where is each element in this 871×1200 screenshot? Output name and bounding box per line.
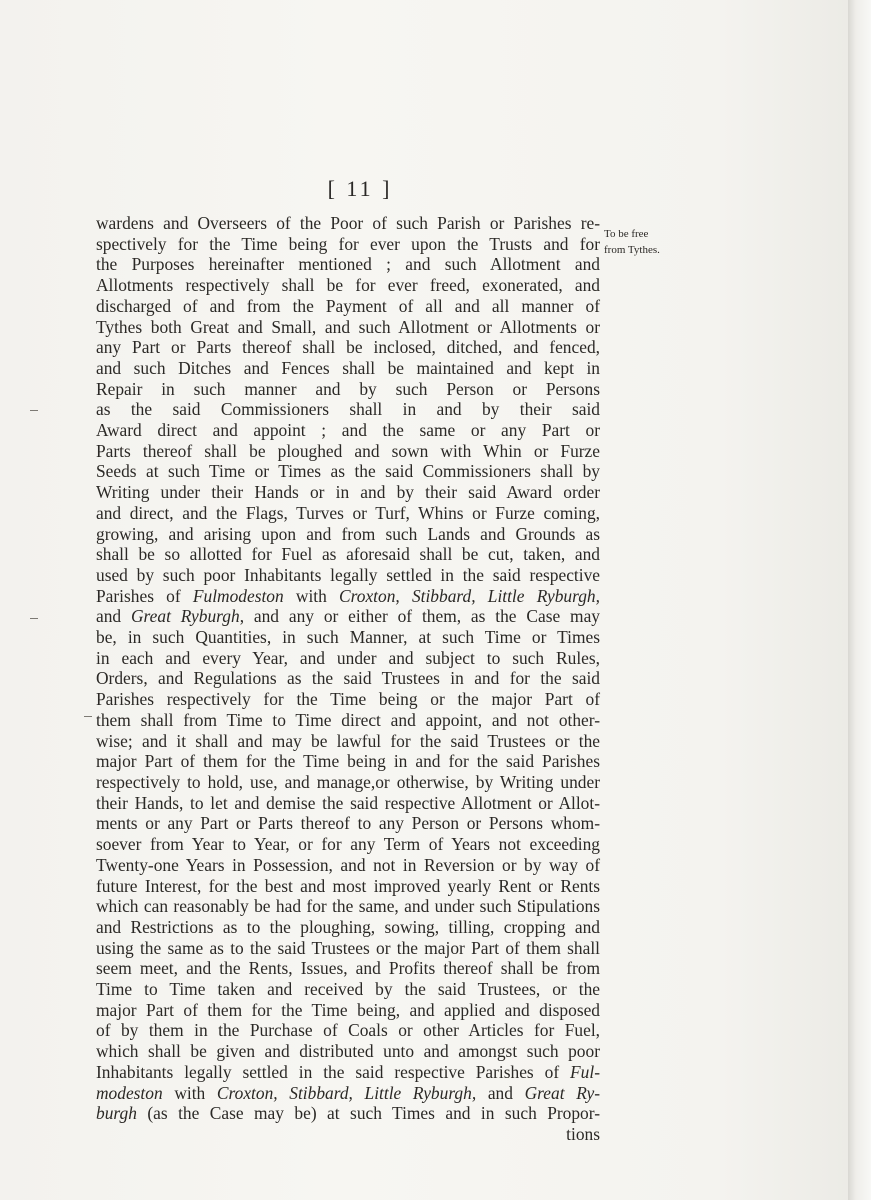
text-run: seem meet, and the Rents, Issues, and Profits thereof shall be from (96, 958, 600, 979)
text-run: Twenty-one Years in Possession, and not in Reversion or by way of (96, 854, 600, 875)
text-run: ments or any Part or Parts thereof to any Person or Persons whom- (96, 813, 600, 834)
text-line (96, 751, 600, 772)
text-line (96, 317, 600, 338)
text-line (96, 482, 600, 503)
text-run: Award direct and appoint ; and the same or any Part or (96, 420, 600, 441)
text-line (96, 565, 600, 586)
text-line (96, 461, 600, 482)
text-run: them shall from Time to Time direct and appoint, and not other- (96, 709, 600, 730)
text-run: of by them in the Purchase of Coals or other Articles for Fuel, (96, 1020, 600, 1041)
text-line (96, 606, 600, 627)
text-run: be, in such Quantities, in such Manner, at such Time or Times (96, 627, 600, 648)
text-run: with (162, 1082, 217, 1103)
text-run: , and any or either of them, as the Case may (239, 606, 600, 627)
text-line (96, 855, 600, 876)
text-run: Tythes both Great and Small, and such Allotment or Allotments or (96, 316, 600, 337)
text-line (96, 213, 600, 234)
text-run: Writing under their Hands or in and by their said Award order (96, 482, 600, 503)
body-text (96, 213, 600, 1145)
margin-note-line-1: To be free (604, 228, 649, 240)
text-run: major Part of them for the Time being in and for the said Parishes (96, 751, 600, 772)
text-line (96, 648, 600, 669)
text-line (96, 503, 600, 524)
text-line (96, 793, 600, 814)
text-line (96, 586, 600, 607)
text-line (96, 834, 600, 855)
margin-note (604, 226, 699, 258)
text-line (96, 896, 600, 917)
text-line (96, 1124, 600, 1145)
text-line (96, 772, 600, 793)
text-run: wardens and Overseers of the Poor of such Parish or Parishes re- (96, 213, 600, 233)
text-run: used by such poor Inhabitants legally settled in the said respective (96, 564, 600, 585)
text-line (96, 1103, 600, 1124)
place-name: Great Ryburgh (130, 606, 240, 627)
text-run: their Hands, to let and demise the said respective Allotment or Allot- (96, 792, 600, 813)
text-line (96, 917, 600, 938)
text-run: major Part of them for the Time being, and applied and disposed (96, 999, 600, 1020)
text-run: future Interest, for the best and most improved yearly Rent or Rents (96, 875, 600, 896)
text-run: in each and every Year, and under and subject to such Rules, (96, 647, 600, 668)
text-line (96, 1000, 600, 1021)
text-line (96, 1083, 600, 1104)
margin-tick (30, 618, 38, 619)
place-name: modeston (96, 1082, 163, 1103)
text-line (96, 710, 600, 731)
text-run: which shall be given and distributed unto and amongst such poor (96, 1041, 600, 1062)
text-line (96, 337, 600, 358)
text-run: growing, and arising upon and from such Lands and Grounds as (96, 523, 600, 544)
text-line (96, 938, 600, 959)
text-line (96, 958, 600, 979)
text-line (96, 296, 600, 317)
margin-tick (84, 716, 92, 717)
text-run: and (476, 1082, 525, 1103)
text-run: Parts thereof shall be ploughed and sown with Whin or Furze (96, 440, 600, 461)
place-name: Croxton, Stibbard, Little Ryburgh, (216, 1082, 477, 1103)
place-name: Ful- (570, 1061, 600, 1082)
text-line (96, 275, 600, 296)
text-line (96, 399, 600, 420)
text-run: any Part or Parts thereof shall be inclosed, ditched, and fenced, (96, 337, 600, 358)
text-line (96, 441, 600, 462)
text-run: Repair in such manner and by such Person or Persons (96, 378, 600, 399)
place-name: Fulmodeston (192, 585, 284, 606)
text-run: the Purposes hereinafter mentioned ; and such Allotment and (96, 254, 600, 275)
text-line (96, 1041, 600, 1062)
page-number: [ 11 ] (327, 176, 393, 201)
text-run: using the same as to the said Trustees or the major Part of them shall (96, 937, 600, 958)
text-line (96, 358, 600, 379)
text-line (96, 379, 600, 400)
place-name: Great Ry- (524, 1082, 601, 1103)
margin-note-line-2: from Tythes. (604, 244, 660, 256)
margin-tick (30, 410, 38, 411)
text-run: and such Ditches and Fences shall be maintained and kept in (96, 357, 600, 378)
text-run: Parishes of (96, 585, 193, 606)
text-line (96, 668, 600, 689)
text-run: Inhabitants legally settled in the said respective Parishes of (96, 1061, 571, 1082)
text-line (96, 1062, 600, 1083)
text-run: spectively for the Time being for ever upon the Trusts and for (96, 233, 600, 254)
text-line (96, 254, 600, 275)
text-run: wise; and it shall and may be lawful for the said Trustees or the (96, 730, 600, 751)
page-edge (848, 0, 871, 1200)
text-run: Parishes respectively for the Time being or the major Part of (96, 689, 600, 710)
place-name: Croxton, Stibbard, Little Ryburgh, (339, 585, 600, 606)
text-run: tions (566, 1123, 600, 1144)
text-run: Allotments respectively shall be for ever freed, exonerated, and (96, 275, 600, 296)
text-line (96, 876, 600, 897)
text-run: Seeds at such Time or Times as the said Commissioners shall by (96, 461, 600, 482)
text-line (96, 544, 600, 565)
text-line (96, 731, 600, 752)
text-run: shall be so allotted for Fuel as aforesaid shall be cut, taken, and (96, 544, 600, 565)
text-line (96, 1020, 600, 1041)
text-line (96, 689, 600, 710)
text-run: discharged of and from the Payment of all and all manner of (96, 295, 600, 316)
text-run: which can reasonably be had for the same, and under such Stipulations (96, 896, 600, 917)
text-line (96, 979, 600, 1000)
text-run: and Restrictions as to the ploughing, sowing, tilling, cropping and (96, 916, 600, 937)
text-run: with (283, 585, 340, 606)
text-run: and direct, and the Flags, Turves or Turf, Whins or Furze coming, (96, 502, 600, 523)
text-run: Orders, and Regulations as the said Trustees in and for the said (96, 668, 600, 689)
text-line (96, 813, 600, 834)
text-line (96, 234, 600, 255)
text-line (96, 524, 600, 545)
place-name: burgh (96, 1103, 137, 1124)
text-run: and (96, 606, 131, 627)
text-run: soever from Year to Year, or for any Term of Years not exceeding (96, 834, 600, 855)
text-run: Time to Time taken and received by the said Trustees, or the (96, 979, 600, 1000)
text-line (96, 420, 600, 441)
text-run: as the said Commissioners shall in and by their said (96, 399, 600, 420)
text-line (96, 627, 600, 648)
text-run: (as the Case may be) at such Times and in such Propor- (136, 1103, 600, 1124)
text-run: respectively to hold, use, and manage,or otherwise, by Writing under (96, 771, 600, 792)
